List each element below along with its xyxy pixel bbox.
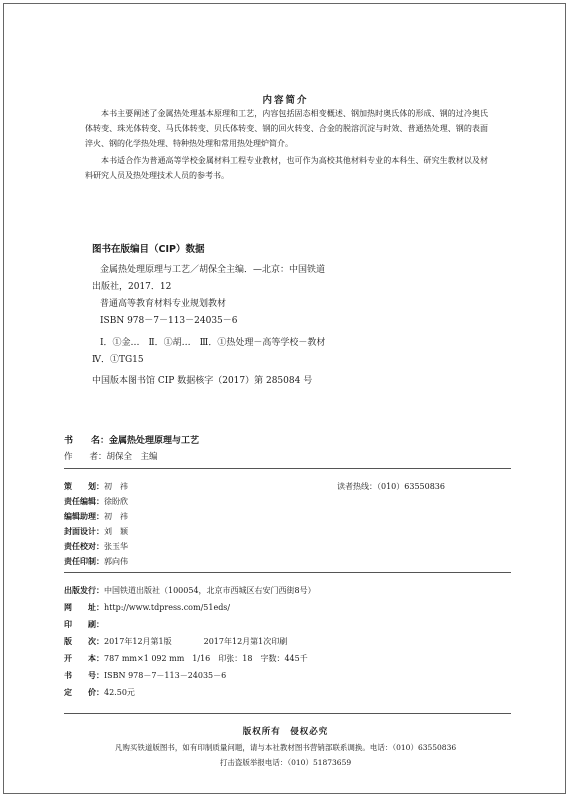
editor-row [64,541,128,552]
summary-paragraph-2: 本书适合作为普通高等学校金属材料工程专业教材，也可作为高校其他材料专业的本科生、研究生教材以及材料研究人员及热处理技术人员的参考书。 [85,156,488,180]
publish-row [64,619,104,630]
publish-row [64,636,287,647]
editor-row [64,481,128,492]
cip-line-4: ISBN 978－7－113－24035－6 [100,316,238,326]
publish-value: 787 mm×1 092 mm 1/16 印张：18 字数：445千 [104,654,308,663]
editor-value: 初 祎 [104,512,128,521]
publish-row [64,653,308,664]
editor-row [64,496,128,507]
publish-value: 2017年12月第1版 2017年12月第1次印刷 [104,637,288,646]
publish-label: 网 址： [64,603,104,612]
publish-row [64,687,135,698]
publish-label: 开 本： [64,654,104,663]
cip-line-6: Ⅳ．①TG15 [92,355,144,365]
publish-value: ISBN 978－7－113－24035－6 [104,671,227,680]
cip-heading: 图书在版编目（CIP）数据 [92,244,205,255]
publish-value: 中国铁道出版社（100054，北京市西城区右安门西街8号） [104,586,316,595]
cip-line-3: 普通高等教育材料专业规划教材 [100,299,227,309]
cip-line-2: 出版社，2017．12 [92,282,172,292]
book-name-label: 书 名： [64,436,110,446]
publish-value: http://www.tdpress.com/51eds/ [104,603,231,612]
piracy-report-line: 打击盗版举报电话：（010）51873659 [219,758,352,767]
cip-line-1: 金属热处理原理与工艺／胡保全主编．—北京：中国铁道 [100,265,326,275]
cip-line-7: 中国版本图书馆 CIP 数据核字（2017）第 285084 号 [92,376,313,386]
publish-row [64,585,316,596]
editor-value: 徐盼欣 [104,497,128,506]
book-name: 金属热处理原理与工艺 [109,436,200,446]
editor-value: 刘 颖 [104,527,128,536]
editor-value: 郭向伟 [104,557,128,566]
editor-label: 策 划： [64,482,104,491]
editor-value: 张玉华 [104,542,128,551]
reader-hotline: 读者热线：（010）63550836 [337,482,445,491]
book-name-row [64,433,199,446]
editor-label: 编辑助理： [64,512,104,521]
publish-row [64,602,230,613]
publish-label: 出版发行： [64,586,104,595]
divider [64,713,511,714]
editor-row [64,526,128,537]
divider [64,572,511,573]
editor-value: 初 祎 [104,482,128,491]
book-author-label: 作 者： [64,452,107,462]
editor-label: 责任编辑： [64,497,104,506]
publish-label: 印 刷： [64,620,104,629]
summary-paragraph-1: 本书主要阐述了金属热处理基本原理和工艺，内容包括固态相变概述、钢加热时奥氏体的形成、钢的过冷奥氏体转变、珠光体转变、马氏体转变、贝氏体转变、钢的回火转变、合金的脱溶沉淀与时效、普通热处理、钢的表面淬火、钢的化学热处理、特种热处理和常用热处理炉简介。 [85,109,488,148]
copyright-notice: 版权所有 侵权必究 [242,727,329,737]
book-author: 胡保全 主编 [106,452,158,462]
divider [64,468,511,469]
editor-row [64,511,128,522]
summary-title: 内容简介 [262,95,309,106]
publish-label: 书 号： [64,671,104,680]
editor-label: 封面设计： [64,527,104,536]
publish-value: 42.50元 [104,688,135,697]
cip-line-5: Ⅰ．①金… Ⅱ．①胡… Ⅲ．①热处理－高等学校－教材 [100,338,326,348]
publish-label: 版 次： [64,637,104,646]
quality-notice: 凡购买铁道版图书，如有印制质量问题，请与本社教材图书营销部联系调换。电话：（010）63550836 [114,743,457,752]
editor-label: 责任校对： [64,542,104,551]
editor-label: 责任印制： [64,557,104,566]
book-author-row [64,450,158,462]
editor-row [64,556,128,567]
publish-row [64,670,226,681]
publish-label: 定 价： [64,688,104,697]
